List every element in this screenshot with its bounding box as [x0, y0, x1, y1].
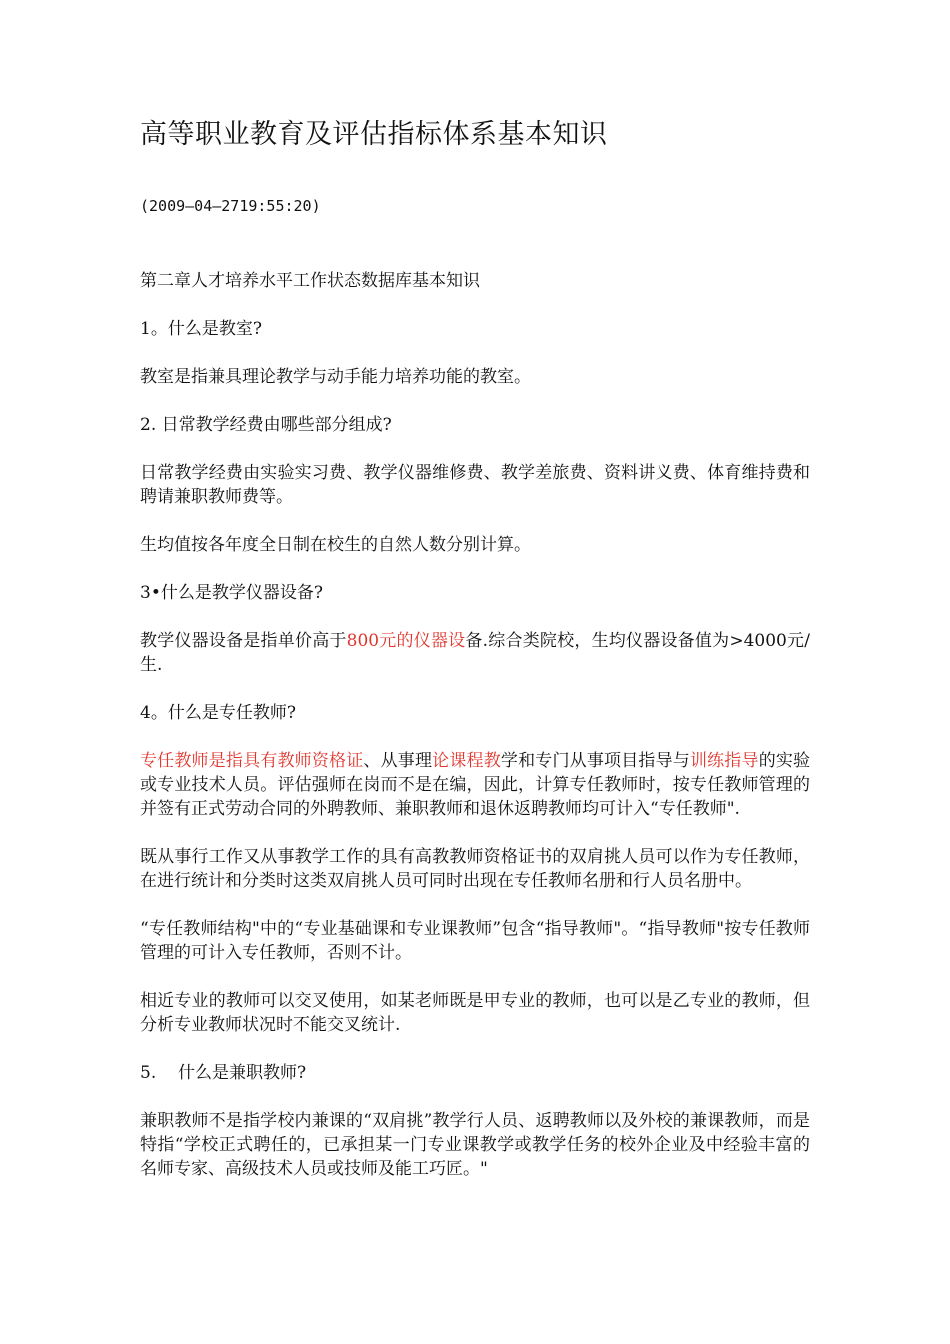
document-title: 高等职业教育及评估指标体系基本知识: [140, 119, 608, 150]
answer-3: [140, 629, 810, 677]
answer-4-paragraph-4: 相近专业的教师可以交叉使用，如某老师既是甲专业的教师，也可以是乙专业的教师，但分析专业教师状况时不能交叉统计.: [140, 991, 810, 1035]
answer-1: 教室是指兼具理论教学与动手能力培养功能的教室。: [140, 367, 531, 387]
publish-date: (2009—04—2719:55:20): [140, 197, 321, 215]
question-1: 1。什么是教室?: [140, 319, 262, 339]
question-2: 2. 日常教学经费由哪些部分组成?: [140, 415, 392, 435]
answer-4-text-1: 、从事理: [363, 751, 433, 771]
answer-3-highlight: 800元的仪器设: [346, 631, 466, 651]
answer-4-paragraph-2: 既从事行工作又从事教学工作的具有高教教师资格证书的双肩挑人员可以作为专任教师，在进行统计和分类时这类双肩挑人员可同时出现在专任教师名册和行人员名册中。: [140, 847, 810, 891]
answer-4-text-3: 的实验或专业技术人员。评估强师在岗而不是在编，因此，计算专任教师时，按专任教师管理的并签有正式劳动合同的外聘教师、兼职教师和退休返聘教师均可计入“专任教师".: [140, 751, 811, 819]
question-5-number: 5.: [140, 1063, 157, 1083]
answer-4-text-2: 学和专门从事项目指导与: [500, 751, 690, 771]
answer-4-highlight-2: 论课程教: [432, 751, 501, 771]
answer-5: 兼职教师不是指学校内兼课的“双肩挑”教学行人员、返聘教师以及外校的兼课教师，而是特指“学校正式聘任的，已承担某一门专业课教学或教学任务的校外企业及中经验丰富的名师专家、高级技术人员或技师及能工巧匠。": [140, 1111, 810, 1179]
answer-2-note: 生均值按各年度全日制在校生的自然人数分别计算。: [140, 535, 531, 555]
answer-2: 日常教学经费由实验实习费、教学仪器维修费、教学差旅费、资料讲义费、体育维持费和聘请兼职教师费等。: [140, 463, 810, 507]
answer-3-text-2: 备.综合类院校，生均仪器设备值为>4000元/生.: [140, 631, 810, 675]
answer-4-paragraph-3: “专任教师结构"中的“专业基础课和专业课教师”包含“指导教师"。“指导教师"按专任教师管理的可计入专任教师，否则不计。: [140, 919, 810, 963]
question-3: 3•什么是教学仪器设备?: [140, 583, 323, 603]
chapter-heading: 第二章人才培养水平工作状态数据库基本知识: [140, 271, 480, 291]
answer-3-text-1: 教学仪器设备是指单价高于: [140, 631, 347, 651]
answer-4-highlight-1: 专任教师是指具有教师资格证: [140, 751, 364, 771]
question-5-text: 什么是兼职教师?: [178, 1063, 307, 1083]
answer-4: [140, 749, 810, 821]
answer-4-highlight-3: 训练指导: [689, 751, 759, 771]
question-4: 4。什么是专任教师?: [140, 703, 296, 723]
question-5: [140, 1061, 810, 1085]
